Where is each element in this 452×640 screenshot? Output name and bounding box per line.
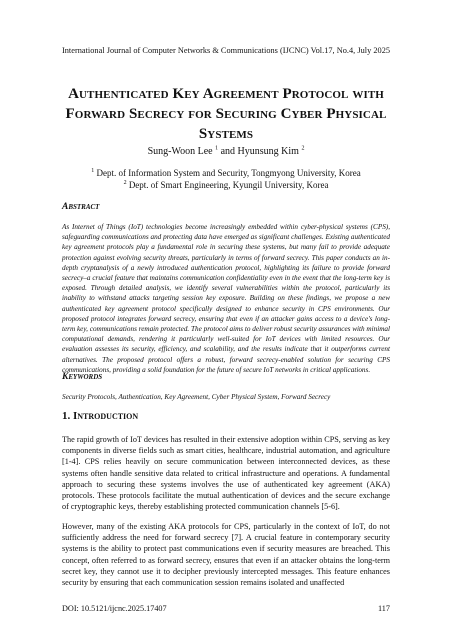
doi-footer: DOI: 10.5121/ijcnc.2025.17407	[62, 604, 167, 613]
page-number: 117	[378, 604, 390, 613]
journal-header: International Journal of Computer Networks & Communications (IJCNC) Vol.17, No.4, July 2025	[61, 46, 391, 55]
abstract-heading: Abstract	[62, 202, 100, 212]
affiliation-text: Dept. of Information System and Security, Tongmyong University, Korea	[96, 168, 361, 178]
author-line	[0, 146, 452, 157]
section-heading-introduction: 1. Introduction	[62, 410, 139, 422]
author-affiliation-mark: 1	[215, 145, 219, 152]
author-name: Sung-Woon Lee	[147, 146, 213, 157]
author-name: Hyunsung Kim	[237, 146, 299, 157]
affiliation	[0, 168, 452, 178]
keywords-heading: Keywords	[62, 372, 103, 382]
affiliation-text: Dept. of Smart Engineering, Kyungil University, Korea	[128, 180, 329, 190]
body-paragraph: The rapid growth of IoT devices has resulted in their extensive adoption within CPS, serving as key components in diverse fields such as smart cities, healthcare, industrial automation, and agriculture [1-4]. CPS relies heavily on secure communication between interconnected devices, as these systems often handle sensitive data related to critical infrastructure and operations. A fundamental approach to securing these systems involves the use of authenticated key agreement (AKA) protocols. These protocols facilitate the mutual authentication of devices and the secure exchange of cryptographic keys, thereby establishing protected communication channels [5-6].	[62, 435, 390, 512]
author-conjunction: and	[220, 146, 236, 157]
author-affiliation-mark: 2	[301, 145, 305, 152]
abstract-text: As Internet of Things (IoT) technologies become increasingly embedded within cyber-physical systems (CPS), safeguarding communications and protecting data have emerged as significant challenges. Existing authenticated key agreement protocols play a fundamental role in securing these systems, but many fail to provide adequate protection against evolving security threats, particularly in terms of forward secrecy. This paper conducts an in-depth cryptanalysis of a newly introduced authentication protocol, highlighting its failure to provide forward secrecy–a crucial feature that maintains communication confidentiality even in the event that the long-term key is exposed. Through detailed analysis, we identify several vulnerabilities within the protocol, particularly its inability to withstand attacks targeting session key exposure. Building on these findings, we propose a new authenticated key agreement protocol specifically designed to enhance security in CPS environments. Our proposed protocol integrates forward secrecy, ensuring that even if an attacker gains access to a device's long-term key, communications remain protected. The protocol aims to deliver robust security assurances with minimal computational demands, rendering it particularly well-suited for IoT devices with limited resources. Our evaluation assesses its security, efficiency, and scalability, and the results indicate that it outperforms current alternatives. The proposed protocol offers a robust, forward secrecy-enabled solution for securing CPS communications, providing a solid foundation for the future of secure IoT networks in critical applications.	[62, 223, 390, 374]
affiliation-mark: 1	[91, 168, 95, 174]
paper-title: Authenticated Key Agreement Protocol with Forward Secrecy for Securing Cyber Physical Systems	[65, 86, 387, 142]
affiliation	[0, 180, 452, 190]
affiliation-mark: 2	[123, 180, 127, 186]
body-paragraph: However, many of the existing AKA protocols for CPS, particularly in the context of IoT, do not sufficiently address the need for forward secrecy [7]. A crucial feature in contemporary security systems is the ability to protect past communications even if security measures are breached. This concept, often referred to as forward secrecy, ensures that even if an attacker obtains the long-term secret key, they cannot use it to decipher previously intercepted messages. This feature enhances security by ensuring that each communication session remains isolated and unaffected	[62, 522, 390, 588]
keywords-text: Security Protocols, Authentication, Key Agreement, Cyber Physical System, Forward Secrecy	[62, 393, 331, 401]
